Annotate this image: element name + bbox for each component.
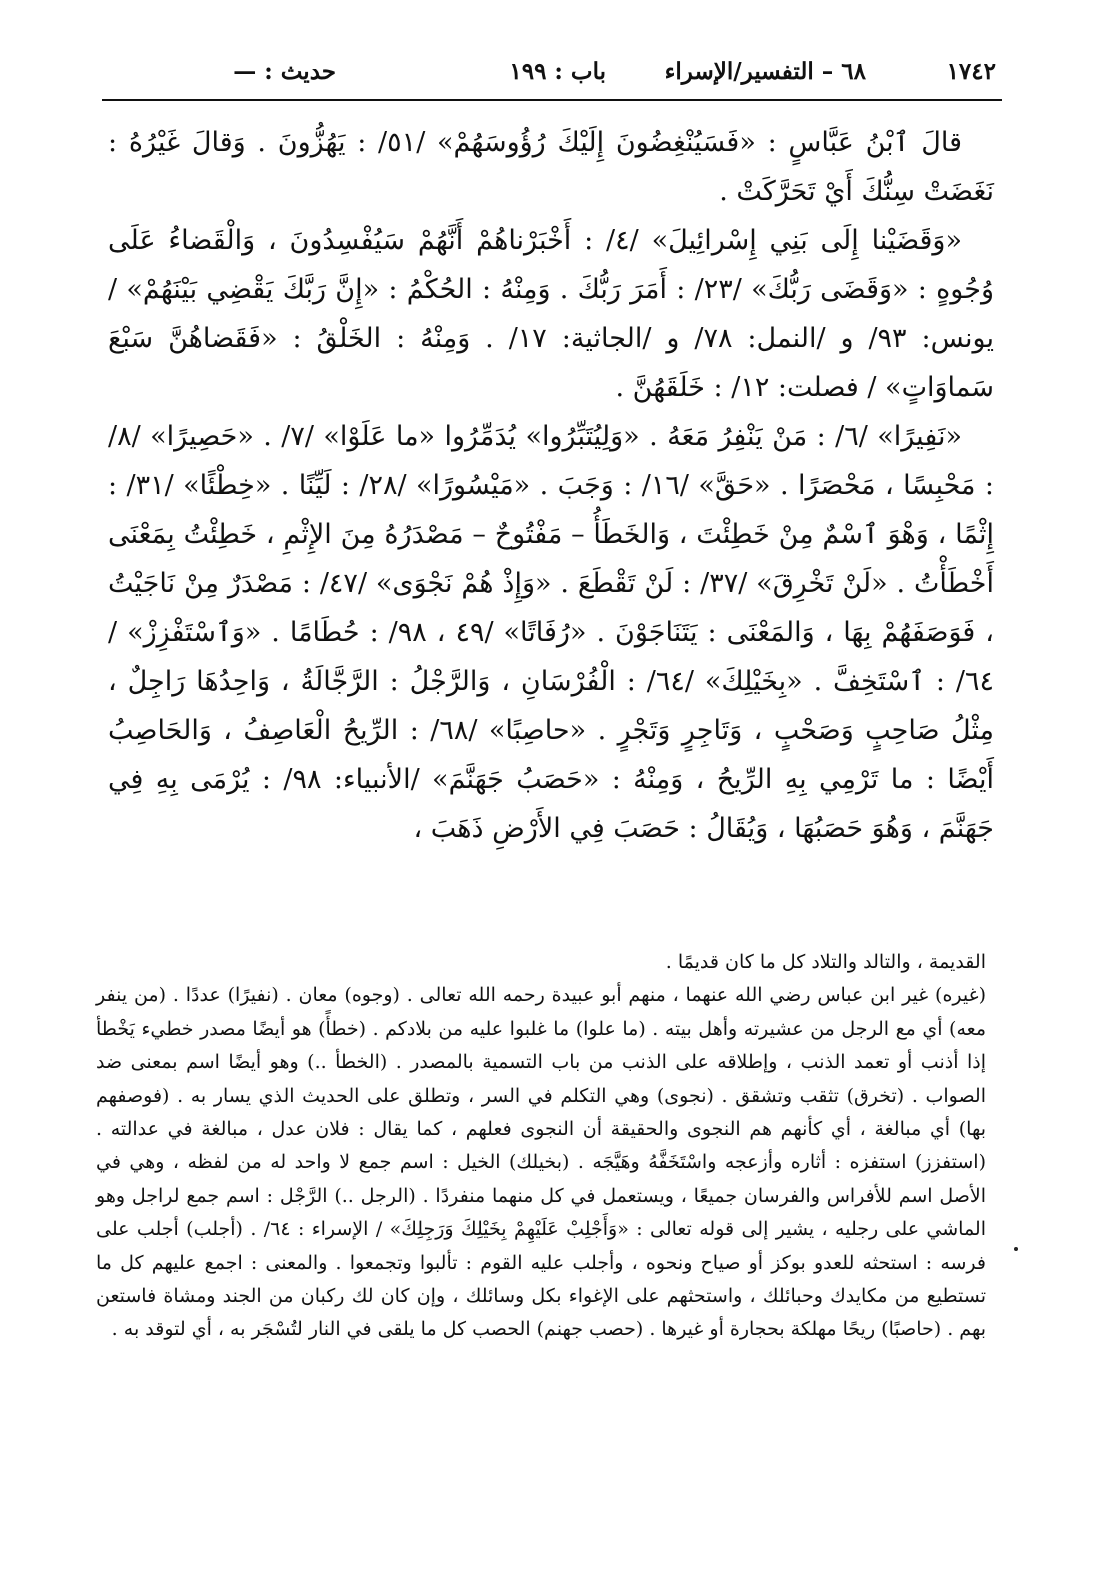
main-paragraph: «وَقَضَيْنا إِلَى بَنِي إِسْرائِيلَ» /٤/ : أَخْبَرْناهُمْ أَنَّهُمْ سَيُفْسِدُونَ ، وَالْقَضاءُ عَلَى وُجُوهٍ : «وَقَضَى رَبُّكَ» /٢٣/ : أَمَرَ رَبُّكَ . وَمِنْهُ : الحُكْمُ : «إِنَّ رَبَّكَ يَقْضِي بَيْنَهُمْ» /يونس: ٩٣/ و /النمل: ٧٨/ و /الجاثية: ١٧/ . وَمِنْهُ : الخَلْقُ : «فَقَضاهُنَّ سَبْعَ سَماوَاتٍ» / فصلت: ١٢/ : خَلَقَهُنَّ . [108, 225, 994, 403]
chapter-number: باب : ١٩٩ [509, 58, 606, 85]
footnotes [96, 946, 986, 1347]
footnote-paragraph: القديمة ، والتالد والتلاد كل ما كان قديمًا . [665, 951, 986, 973]
footnote-paragraph: (غيره) غير ابن عباس رضي الله عنهما ، منهم أبو عبيدة رحمه الله تعالى . (وجوه) معان . (نفيرًا) عددًا . (من ينفر معه) أي مع الرجل من عشيرته وأهل بيته . (ما علوا) ما غلبوا عليه من بلادكم . (خطأً) هو أيضًا مصدر خطيء يَخْطأ إذا أذنب أو تعمد الذنب ، وإطلاقه على الذنب من باب التسمية بالمصدر . (الخطأ ..) وهو أيضًا اسم بمعنى ضد الصواب . (تخرق) تثقب وتشقق . (نجوى) وهي التكلم في السر ، وتطلق على الحديث الذي يسار به . (فوصفهم بها) أي مبالغة ، أي كأنهم هم النجوى والحقيقة أن النجوى فعلهم ، كما يقال : فلان عدل ، مبالغة في عدالته . (استفزز) استفزه : أثاره وأزعجه واسْتَخَفَّهُ وهَيَّجَه . (بخيلك) الخيل : اسم جمع لا واحد له من لفظه ، وهي في الأصل اسم للأفراس والفرسان جميعًا ، ويستعمل في كل منهما منفردًا . (الرجل ..) الرَّجْل : اسم جمع لراجل وهو الماشي على رجليه ، يشير إلى قوله تعالى : «وَأَجْلِبْ عَلَيْهِمْ بِخَيْلِكَ وَرَجِلِكَ» / الإسراء : ٦٤/ . (أجلب) أجلب على فرسه : استحثه للعدو بوكز أو صياح ونحوه ، وأجلب عليه القوم : تألبوا وتجمعوا . والمعنى : اجمع عليهم كل ما تستطيع من مكايدك وحبائلك ، واستحثهم على الإغواء بكل وسائلك ، وإن كان لك ركبان من الجند ومشاة فاستعن بهم . (حاصبًا) ريحًا مهلكة بحجارة أو غيرها . (حصب جهنم) الحصب كل ما يلقى في النار لتُسْجَر به ، أي لتوقد به . [96, 984, 986, 1341]
page-number: ١٧٤٢ [946, 58, 996, 85]
main-paragraph: «نَفِيرًا» /٦/ : مَنْ يَنْفِرُ مَعَهُ . «وَلِيُتَبِّرُوا» يُدَمِّرُوا «ما عَلَوْا» /٧/ . «حَصِيرًا» /٨/ : مَحْبِسًا ، مَحْصَرًا . «حَقَّ» /١٦/ : وَجَبَ . «مَيْسُورًا» /٢٨/ : لَيِّنًا . «خِطْئًا» /٣١/ : إِثْمًا ، وَهْوَ ٱسْمٌ مِنْ خَطِئْتَ ، وَالخَطَأُ – مَفْتُوحٌ – مَصْدَرُهُ مِنَ الإِثْمِ ، خَطِئْتُ بِمَعْنَى أَخْطَأْتُ . «لَنْ تَخْرِقَ» /٣٧/ : لَنْ تَقْطَعَ . «وَإِذْ هُمْ نَجْوَى» /٤٧/ : مَصْدَرٌ مِنْ نَاجَيْتُ ، فَوَصَفَهُمْ بِهَا ، وَالمَعْنَى : يَتَنَاجَوْنَ . «رُفَاتًا» /٤٩ ، ٩٨/ : حُطَامًا . «وَٱسْتَفْزِزْ» /٦٤/ : ٱسْتَخِفَّ . «بِخَيْلِكَ» /٦٤/ : الْفُرْسَانِ ، وَالرَّجْلُ : الرَّجَّالَةُ ، وَاحِدُهَا رَاجِلٌ ، مِثْلُ صَاحِبٍ وَصَحْبٍ ، وَتَاجِرٍ وَتَجْرٍ . «حاصِبًا» /٦٨/ : الرِّيحُ الْعَاصِفُ ، وَالحَاصِبُ أَيْضًا : ما تَرْمِي بِهِ الرِّيحُ ، وَمِنْهُ : «حَصَبُ جَهَنَّمَ» /الأنبياء: ٩٨/ : يُرْمَى بِهِ فِي جَهَنَّمَ ، وَهُوَ حَصَبُهَا ، وَيُقَالُ : حَصَبَ فِي الأَرْضِ ذَهَبَ ، [108, 421, 995, 844]
stray-mark [1014, 1247, 1018, 1251]
book-title: ٦٨ – التفسير/الإسراء [664, 58, 866, 85]
header-divider [102, 99, 1002, 101]
hadith-number: حديث : — [233, 58, 336, 85]
main-paragraph: قالَ ٱبْنُ عَبَّاسٍ : «فَسَيُنْغِضُونَ إِلَيْكَ رُؤُوسَهُمْ» /٥١/ : يَهُزُّونَ . وَقالَ غَيْرُهُ : نَغَضَتْ سِنُّكَ أَيْ تَحَرَّكَتْ . [108, 127, 994, 207]
running-head [150, 52, 996, 92]
main-text [108, 118, 994, 853]
